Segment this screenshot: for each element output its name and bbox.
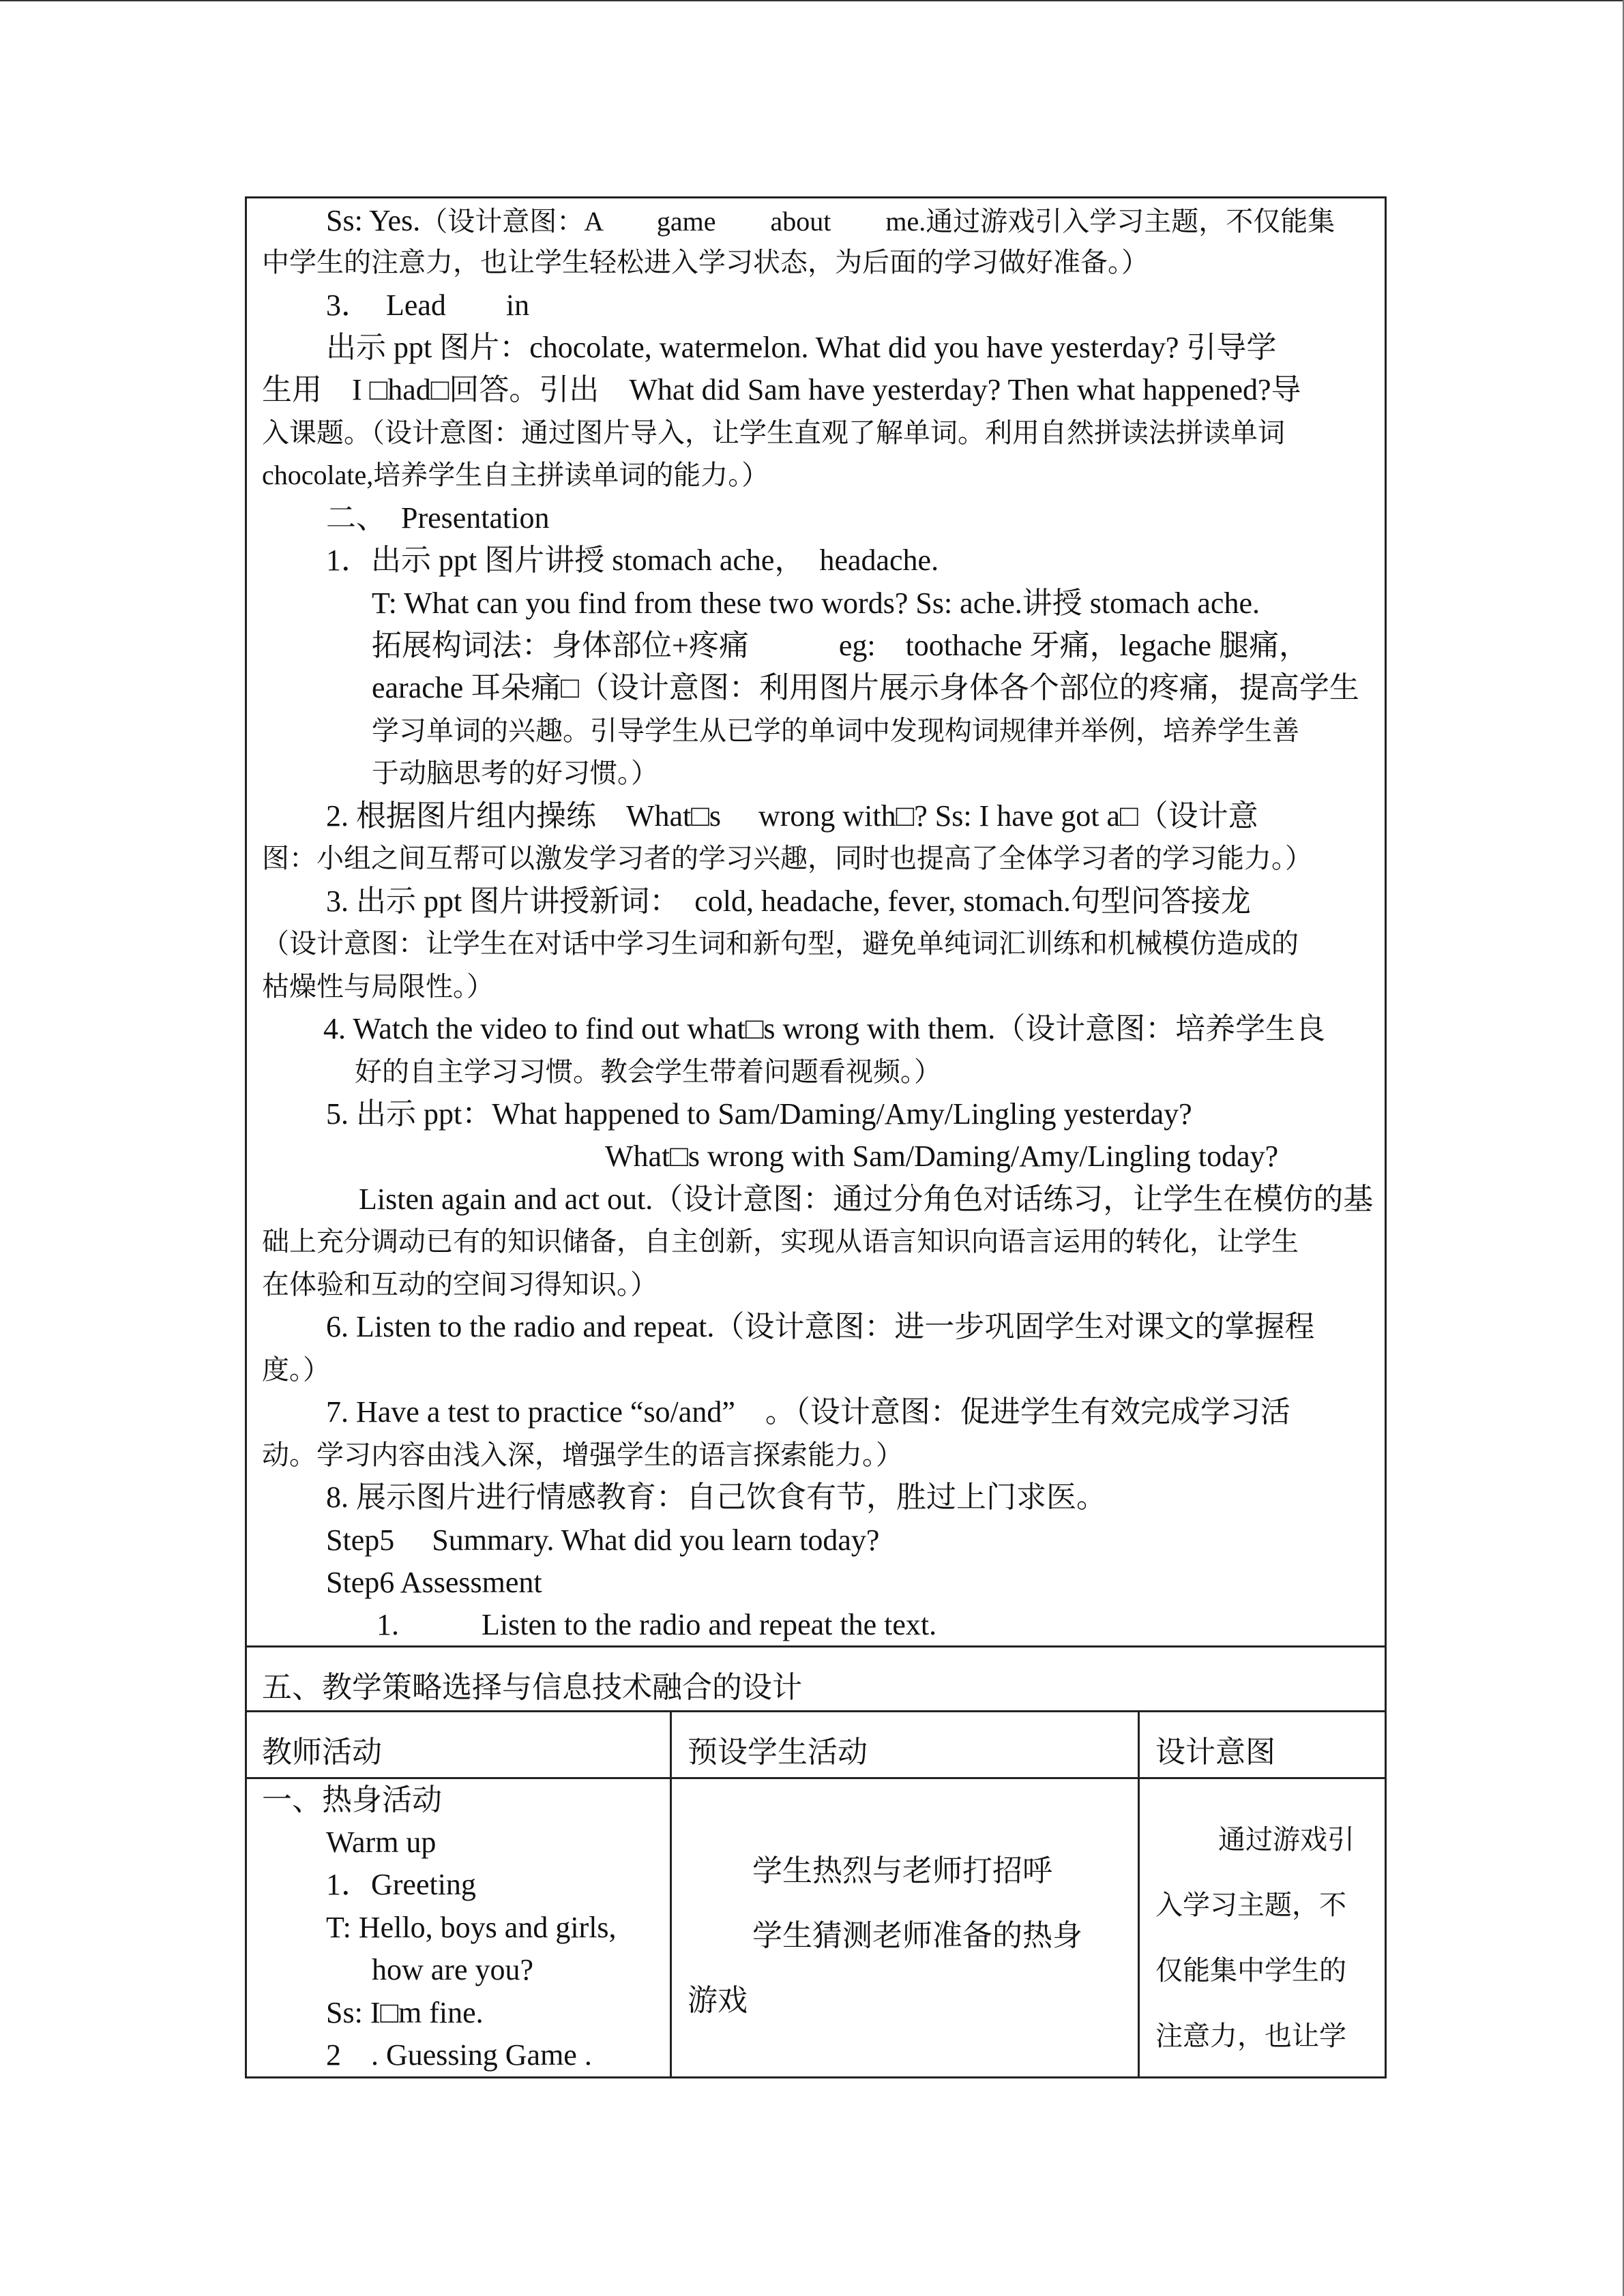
p3-line-3: 枯燥性与局限性。） <box>262 971 494 1002</box>
page-top-border <box>0 0 1624 1</box>
p4-line-1: 4. Watch the video to find out what□s wrong with them.（设计意图：培养学生良 <box>323 1012 1326 1045</box>
design-intent-line: 仅能集中学生的 <box>1155 1955 1346 1986</box>
teacher-activity-line: Warm up <box>326 1825 437 1859</box>
ss-yes-line <box>326 200 1335 242</box>
table-divider <box>245 1777 1387 1779</box>
section5-heading: 五、教学策略选择与信息技术融合的设计 <box>262 1671 802 1704</box>
teacher-activity-line: how are you? <box>372 1953 534 1986</box>
p2-line-2: 图：小组之间互帮可以激发学习者的学习兴趣，同时也提高了全体学习者的学习能力。） <box>262 843 1312 874</box>
p5-line-4: 础上充分调动已有的知识储备，自主创新，实现从语言知识向语言运用的转化，让学生 <box>262 1226 1299 1257</box>
p7-line-1: 7. Have a test to practice “so/and” 。（设计意图：促进学生有效完成学习活 <box>326 1395 1290 1429</box>
lead-in-line-2: 生用 I □had□回答。引出 What did Sam have yesterday? Then what happened?导 <box>262 373 1301 406</box>
table-divider <box>245 1645 1387 1648</box>
p3-line-2: （设计意图：让学生在对话中学习生词和新句型，避免单纯词汇训练和机械模仿造成的 <box>262 928 1299 959</box>
design-intent-line: 入学习主题，不 <box>1155 1890 1346 1920</box>
p6-line-1: 6. Listen to the radio and repeat.（设计意图：进一步巩固学生对课文的掌握程 <box>326 1310 1315 1343</box>
p8-line: 8. 展示图片进行情感教育：自己饮食有节，胜过上门求医。 <box>326 1480 1106 1514</box>
table-divider <box>245 1710 1387 1712</box>
lead-in-line-3: 入课题。（设计意图：通过图片导入，让学生直观了解单词。利用自然拼读法拼读单词 <box>262 417 1285 448</box>
lead-in-heading: 3． Lead in <box>326 288 530 322</box>
student-activity-line: 游戏 <box>688 1984 748 2017</box>
col-header-student: 预设学生活动 <box>688 1735 868 1769</box>
col-header-teacher: 教师活动 <box>262 1735 382 1769</box>
student-activity-line: 学生热烈与老师打招呼 <box>752 1854 1052 1888</box>
col-header-intent: 设计意图 <box>1155 1735 1275 1769</box>
p1-title: 1．出示 ppt 图片讲授 stomach ache， headache. <box>326 543 939 577</box>
p1-line-5: 于动脑思考的好习惯。） <box>372 758 658 788</box>
p1-line-1: T: What can you find from these two words? Ss: ache.讲授 stomach ache. <box>372 586 1260 620</box>
teacher-activity-line: Ss: I□m fine. <box>326 1996 484 2029</box>
teacher-activity-line: 2 . Guessing Game . <box>326 2038 592 2072</box>
teacher-activity-line: 1．Greeting <box>326 1868 476 1901</box>
ss-yes-text: Ss: Yes. <box>326 204 421 237</box>
step6-item-number: 1. <box>377 1608 399 1641</box>
p4-line-2: 好的自主学习习惯。教会学生带着问题看视频。） <box>355 1056 941 1087</box>
step6-line: Step6 Assessment <box>326 1566 542 1599</box>
column-divider <box>1138 1710 1140 2078</box>
game-note-line-2: 中学生的注意力，也让学生轻松进入学习状态，为后面的学习做好准备。） <box>262 247 1149 278</box>
p3-line-1: 3. 出示 ppt 图片讲授新词： cold, headache, fever, stomach.句型问答接龙 <box>326 884 1251 918</box>
p6-line-2: 度。） <box>262 1354 330 1385</box>
design-intent-line: 通过游戏引 <box>1218 1824 1355 1855</box>
column-divider <box>670 1710 672 2078</box>
step6-item-text: Listen to the radio and repeat the text. <box>482 1608 937 1641</box>
teacher-activity-line: 一、热身活动 <box>262 1783 442 1817</box>
p2-line-1: 2. 根据图片组内操练 What□s wrong with□? Ss: I have got a□（设计意 <box>326 799 1258 833</box>
lead-in-line-1: 出示 ppt 图片：chocolate, watermelon. What did you have yesterday? 引导学 <box>326 331 1277 364</box>
p5-line-3: Listen again and act out.（设计意图：通过分角色对话练习，让学生在模仿的基 <box>359 1182 1374 1216</box>
presentation-heading: 二、 Presentation <box>326 501 550 535</box>
p5-line-1: 5. 出示 ppt：What happened to Sam/Daming/Amy/Lingling yesterday? <box>326 1097 1192 1131</box>
design-intent-line: 注意力，也让学 <box>1155 2021 1346 2051</box>
student-activity-line: 学生猜测老师准备的热身 <box>752 1919 1082 1952</box>
p5-line-5: 在体验和互动的空间习得知识。） <box>262 1269 658 1300</box>
lead-in-line-4: chocolate,培养学生自主拼读单词的能力。） <box>262 460 769 490</box>
teacher-activity-line: T: Hello, boys and girls, <box>326 1911 617 1944</box>
p1-line-4: 学习单词的兴趣。引导学生从已学的单词中发现构词规律并举例，培养学生善 <box>372 715 1299 746</box>
step5-line: Step5 Summary. What did you learn today? <box>326 1523 880 1557</box>
game-note-text: （设计意图：A game about me.通过游戏引入学习主题，不仅能集 <box>420 206 1335 237</box>
p1-line-3: earache 耳朵痛□（设计意图：利用图片展示身体各个部位的疼痛，提高学生 <box>372 671 1359 704</box>
p5-line-2: What□s wrong with Sam/Daming/Amy/Lingling today? <box>605 1139 1279 1173</box>
p7-line-2: 动。学习内容由浅入深，增强学生的语言探索能力。） <box>262 1440 903 1470</box>
p1-line-2: 拓展构词法：身体部位+疼痛 eg: toothache 牙痛，legache 腿痛， <box>372 629 1309 662</box>
